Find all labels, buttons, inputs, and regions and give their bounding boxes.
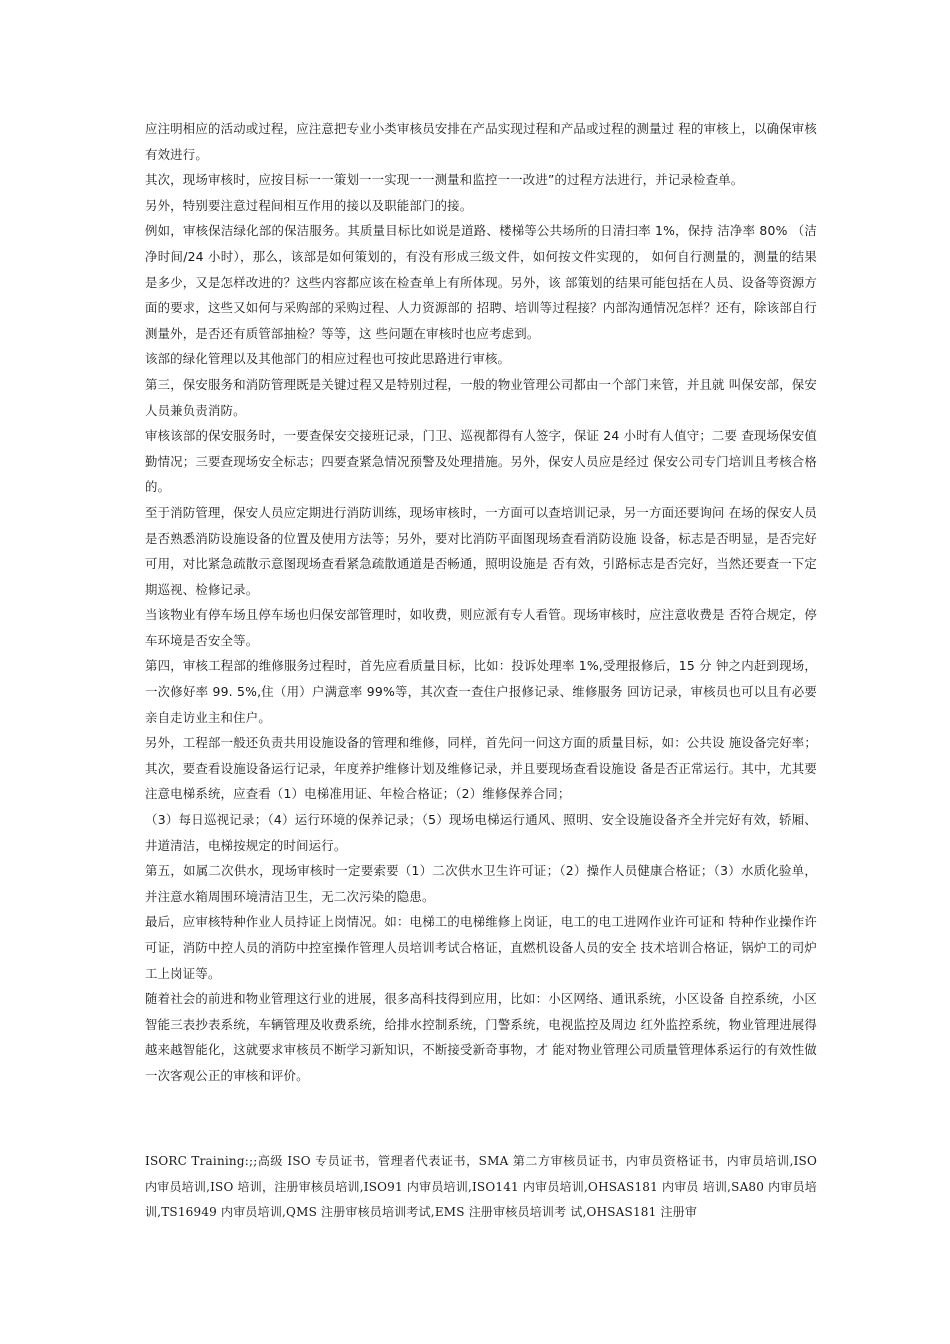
document-body [145,116,817,1089]
footer-text: ISORC Training:;;高级 ISO 专员证书，管理者代表证书，SMA 第二方审核员证书，内审员资格证书，内审员培训,ISO 内审员培训,ISO 培训，注册审核员培训,ISO91 内审员培训,ISO141 内审员培训,OHSAS181 内审员 培训,SA80 内审员培训,TS16949 内审员培训,QMS 注册审核员培训考试,EMS 注册审核员培训考 试,OHSAS181 注册审 [145,1154,817,1220]
paragraph: 该部的绿化管理以及其他部门的相应过程也可按此思路进行审核。 [145,351,511,367]
paragraph: 最后，应审核特种作业人员持证上岗情况。如：电梯工的电梯维修上岗证，电工的电工进网作业许可证和 特种作业操作许可证，消防中控人员的消防中控室操作管理人员培训考试合格证，直燃机设备人员的安全 技术培训合格证，锅炉工的司炉工上岗证等。 [145,914,817,981]
paragraph: 其次，现场审核时，应按目标一一策划一一实现一一测量和监控一一改进”的过程方法进行，并记录检查单。 [145,172,744,188]
paragraph: 另外，特别要注意过程间相互作用的接以及职能部门的接。 [145,197,473,213]
paragraph: 例如，审核保洁绿化部的保洁服务。其质量目标比如说是道路、楼梯等公共场所的日清扫率 1%，保持 洁净率 80% （洁净时间/24 小时），那么，该部是如何策划的，有没有形成三级文件，如何按文件实现的， 如何自行测量的，测量的结果是多少，又是怎样改进的？这些内容都应该在检查单上有所体现。另外，该 部策划的结果可能包括在人员、设备等资源方面的要求，这些又如何与采购部的采购过程、人力资源部的 招聘、培训等过程接？内部沟通情况怎样？还有，除该部自行测量外，是否还有质管部抽检？等等，这 些问题在审核时也应考虑到。 [145,223,817,341]
paragraph: （3）每日巡视记录；（4）运行环境的保养记录；（5）现场电梯运行通风、照明、安全设施设备齐全并完好有效，轿厢、井道清洁，电梯按规定的时间运行。 [145,812,817,853]
paragraph: 第三，保安服务和消防管理既是关键过程又是特别过程，一般的物业管理公司都由一个部门来管，并且就 叫保安部，保安人员兼负责消防。 [145,376,817,418]
paragraph: 应注明相应的活动或过程，应注意把专业小类审核员安排在产品实现过程和产品或过程的测量过 程的审核上，以确保审核有效进行。 [145,121,817,162]
paragraph: 随着社会的前进和物业管理这行业的进展，很多高科技得到应用，比如：小区网络、通讯系统，小区设备 自控系统，小区智能三表抄表系统，车辆管理及收费系统，给排水控制系统，门警系统，电视监控及周边 红外监控系统，物业管理进展得越来越智能化，这就要求审核员不断学习新知识，不断接受新奇事物，才 能对物业管理公司质量管理体系运行的有效性做一次客观公正的审核和评价。 [145,991,817,1083]
paragraph: 第五，如属二次供水，现场审核时一定要索要（1）二次供水卫生许可证；（2）操作人员健康合格证；（3）水质化验单，并注意水箱周围环境清洁卫生，无二次污染的隐患。 [145,863,817,904]
paragraph: 审核该部的保安服务时，一要查保安交接班记录，门卫、巡视都得有人签字，保证 24 小时有人值守；二要 查现场保安值勤情况；三要查现场安全标志；四要查紧急情况预警及处理措施。另外，保安人员应是经过 保安公司专门培训且考核合格的。 [145,428,817,495]
paragraph: 至于消防管理，保安人员应定期进行消防训练，现场审核时，一方面可以查培训记录，另一方面还要询问 在场的保安人员是否熟悉消防设施设备的位置及使用方法等；另外，要对比消防平面图现场查看消防设施 设备，标志是否明显，是否完好可用，对比紧急疏散示意图现场查看紧急疏散通道是否畅通，照明设施是 否有效，引路标志是否完好，当然还要查一下定期巡视、检修记录。 [145,504,817,597]
paragraph: 当该物业有停车场且停车场也归保安部管理时，如收费，则应派有专人看管。现场审核时，应注意收费是 否符合规定，停车环境是否安全等。 [145,607,817,648]
training-footer [145,1149,817,1226]
paragraph: 第四，审核工程部的维修服务过程时，首先应看质量目标，比如：投诉处理率 1%,受理报修后，15 分 钟之内赶到现场，一次修好率 99. 5%,住（用）户满意率 99%等，其次查一查住户报修记录、维修服务 回访记录，审核员也可以且有必要亲自走访业主和住户。 [145,658,817,725]
paragraph: 另外，工程部一般还负责共用设施设备的管理和维修，同样，首先问一问这方面的质量目标，如：公共设 施设备完好率；其次，要查看设施设备运行记录，年度养护维修计划及维修记录，并且要现场查看设施设 备是否正常运行。其中，尤其要注意电梯系统，应查看（1）电梯准用证、年检合格证；（2）维修保养合同； [145,735,817,802]
